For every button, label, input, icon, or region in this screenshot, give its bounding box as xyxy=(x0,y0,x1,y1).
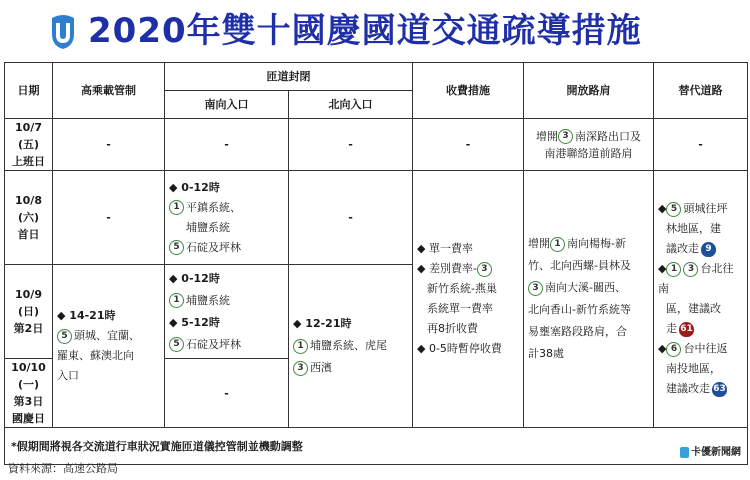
empty-cell: - xyxy=(289,119,413,171)
header-south-entrance: 南向入口 xyxy=(165,91,289,119)
highway-1-icon: 1 xyxy=(169,200,184,215)
header-date: 日期 xyxy=(5,63,53,119)
north-closure-cell: ◆ 12-21時 1 埔鹽系統、虎尾 3 西濱 xyxy=(289,265,413,428)
highway-1-icon: 1 xyxy=(550,237,565,252)
traffic-measures-table xyxy=(4,62,748,465)
watermark-logo-icon xyxy=(680,447,689,458)
note-cell xyxy=(5,428,748,465)
header-ramp-closure: 匝道封閉 xyxy=(165,63,413,91)
highway-3-icon: 3 xyxy=(293,361,308,376)
date-cell: 10/8 (六) 首日 xyxy=(5,171,53,265)
highway-1-icon: 1 xyxy=(169,293,184,308)
highway-5-icon: 5 xyxy=(169,240,184,255)
header-north-entrance: 北向入口 xyxy=(289,91,413,119)
watermark: 卡優新聞網 xyxy=(680,444,741,461)
page-title: 2020年雙十國慶國道交通疏導措施 xyxy=(88,11,642,51)
date-cell: 10/9 (日) 第2日 xyxy=(5,265,53,359)
freeway-logo-icon xyxy=(48,14,78,50)
empty-cell: - xyxy=(53,119,165,171)
data-source: 資料來源：高速公路局 xyxy=(8,462,118,475)
header xyxy=(0,0,750,62)
highway-61-shield-icon: 61 xyxy=(679,322,694,337)
highway-3-icon: 3 xyxy=(558,129,573,144)
empty-cell: - xyxy=(53,171,165,265)
shoulder-cell: 增開 1 南向楊梅-新 竹、北向西螺-員林及 3 南向大溪-關西、 北向香山-新竹系統等 易壅塞路段路肩，合 計38處 xyxy=(524,171,654,428)
hov-cell: ◆ 14-21時 5 頭城、宜蘭、 羅東、蘇澳北向 入口 xyxy=(53,265,165,428)
header-shoulder: 開放路肩 xyxy=(524,63,654,119)
highway-1-icon: 1 xyxy=(293,339,308,354)
highway-3-icon: 3 xyxy=(528,281,543,296)
highway-63-shield-icon: 63 xyxy=(712,382,727,397)
empty-cell: - xyxy=(165,359,289,428)
highway-1-icon: 1 xyxy=(666,262,681,277)
south-closure-cell: ◆ 0-12時 1 埔鹽系統 ◆ 5-12時 5 石碇及坪林 xyxy=(165,265,289,359)
table-row xyxy=(5,171,748,265)
alternative-cell: ◆ 5 頭城往坪 林地區，建 議改走 9 ◆ 1 3 台北往南 區，建議改 走 61 ◆ 6 台中往返 南投地區， 建議改走 63 xyxy=(654,171,748,428)
header-alternative: 替代道路 xyxy=(654,63,748,119)
header-toll: 收費措施 xyxy=(413,63,524,119)
header-hov: 高乘載管制 xyxy=(53,63,165,119)
empty-cell: - xyxy=(654,119,748,171)
highway-9-shield-icon: 9 xyxy=(701,242,716,257)
footnote: *假期間將視各交流道行車狀況實施匝道儀控管制並機動調整 xyxy=(11,439,303,453)
empty-cell: - xyxy=(289,171,413,265)
highway-3-icon: 3 xyxy=(683,262,698,277)
highway-6-icon: 6 xyxy=(666,342,681,357)
highway-5-icon: 5 xyxy=(169,337,184,352)
empty-cell: - xyxy=(165,119,289,171)
date-cell: 10/10 (一) 第3日 國慶日 xyxy=(5,359,53,428)
highway-3-icon: 3 xyxy=(477,262,492,277)
toll-cell: ◆ 單一費率 ◆ 差別費率- 3 新竹系統-燕巢 系統單一費率 再8折收費 ◆ 0-5時暫停收費 xyxy=(413,171,524,428)
south-closure-cell: ◆ 0-12時 1 平鎮系統、 埔鹽系統 5 石碇及坪林 xyxy=(165,171,289,265)
table-row xyxy=(5,119,748,171)
empty-cell: - xyxy=(413,119,524,171)
date-cell: 10/7 (五) 上班日 xyxy=(5,119,53,171)
highway-5-icon: 5 xyxy=(666,202,681,217)
note-row xyxy=(5,428,748,465)
shoulder-cell: 增開 3 南深路出口及 南港聯絡道前路肩 xyxy=(524,119,654,171)
highway-5-icon: 5 xyxy=(57,329,72,344)
